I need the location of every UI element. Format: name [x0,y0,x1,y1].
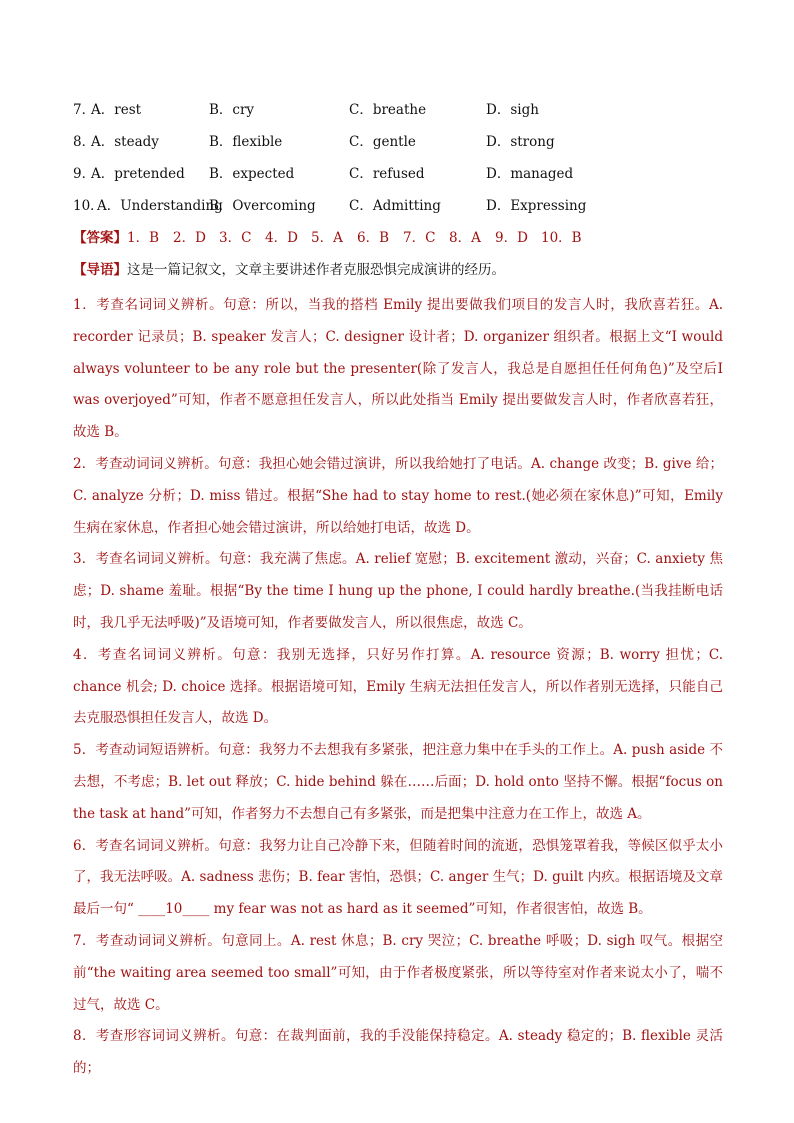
explanation-paragraph-6: 6．考查名词词义辨析。句意：我努力让自己冷静下来，但随着时间的流逝，恐惧笼罩着我，等候区似乎太小了，我无法呼吸。A. sadness 悲伤；B. fear 害怕，恐惧；C. anger 生气；D. guilt 内疚。根据语境及文章最后一句“ ____10____ my fear was not as hard as it seemed”可知，作者很害怕，故选 B。 [73,837,723,918]
answer-item: 9．D [495,230,528,246]
answer-item: 3．C [219,230,252,246]
option-d: D．strong [486,134,555,150]
option-b: B．cry [209,102,255,118]
answer-line [73,228,582,248]
question-number: 9． [73,166,96,182]
option-b: B．flexible [209,134,283,150]
answer-item: 10．B [541,230,582,246]
answer-item: 2．D [173,230,206,246]
option-a: A．rest [91,102,142,118]
option-d: D．managed [486,166,574,182]
option-c: C．breathe [349,102,427,118]
option-b: B．expected [209,166,295,182]
option-a: A．pretended [91,166,185,182]
explanation-paragraph-3: 3．考查名词词义辨析。句意：我充满了焦虑。A. relief 宽慰；B. excitement 激动，兴奋；C. anxiety 焦虑；D. shame 羞耻。根据“By the time I hung up the phone, I could hardly breathe.(当我挂断电话时，我几乎无法呼吸)”及语境可知，作者要做发言人，所以很焦虑，故选 C。 [73,551,723,631]
option-c: C．refused [349,166,425,182]
explanation-paragraph-8: 8．考查形容词词义辨析。句意：在裁判面前，我的手没能保持稳定。A. steady 稳定的；B. flexible 灵活的； [73,1028,723,1077]
option-a: A．Understanding [97,198,223,214]
answer-item: 7．C [403,230,436,246]
answer-item: 4．D [265,230,298,246]
option-b: B．Overcoming [209,198,316,214]
explanation-body [73,290,723,1085]
explanation-paragraph-5: 5．考查动词短语辨析。句意：我努力不去想我有多紧张，把注意力集中在手头的工作上。A. push aside 不去想，不考虑；B. let out 释放；C. hide behind 躲在……后面；D. hold onto 坚持不懈。根据“focus on the task at hand”可知，作者努力不去想自己有多紧张，而是把集中注意力在工作上，故选 A。 [73,742,723,822]
guide-line [73,260,505,280]
question-number: 8． [73,134,96,150]
option-d: D．sigh [486,102,539,118]
question-number: 10． [73,198,104,214]
answer-label: 【答案】 [73,230,127,246]
explanation-paragraph-2: 2．考查动词词义辨析。句意：我担心她会错过演讲，所以我给她打了电话。A. change 改变；B. give 给；C. analyze 分析；D. miss 错过。根据“She had to stay home to rest.(她必须在家休息)”可知，Emily 生病在家休息，作者担心她会错过演讲，所以给她打电话，故选 D。 [73,455,723,536]
option-a: A．steady [91,134,159,150]
option-c: C．gentle [349,134,416,150]
guide-text: 这是一篇记叙文，文章主要讲述作者克服恐惧完成演讲的经历。 [127,262,505,278]
option-c: C．Admitting [349,198,441,214]
explanation-paragraph-7: 7．考查动词词义辨析。句意同上。A. rest 休息；B. cry 哭泣；C. breathe 呼吸；D. sigh 叹气。根据空前“the waiting area seemed too small”可知，由于作者极度紧张，所以等待室对作者来说太小了，喘不过气，故选 C。 [73,932,723,1013]
answer-item: 8．A [449,230,481,246]
explanation-paragraph-1: 1．考查名词词义辨析。句意：所以，当我的搭档 Emily 提出要做我们项目的发言人时，我欣喜若狂。A. recorder 记录员；B. speaker 发言人；C. designer 设计者；D. organizer 组织者。根据上文“I would always volunteer to be any role but the presenter(除了发言人，我总是自愿担任任何角色)”及空后I was overjoyed”可知，作者不愿意担任发言人，所以此处指当 Emily 提出要做发言人时，作者欣喜若狂，故选 B。 [73,297,723,441]
explanation-paragraph-4: 4．考查名词词义辨析。句意：我别无选择，只好另作打算。A. resource 资源；B. worry 担忧；C. chance 机会; D. choice 选择。根据语境可知，Emily 生病无法担任发言人，所以作者别无选择，只能自己去克服恐惧担任发言人，故选 D。 [73,646,723,727]
answer-item: 1．B [127,230,160,246]
question-number: 7． [73,102,96,118]
option-d: D．Expressing [486,198,587,214]
guide-label: 【导语】 [73,262,127,278]
answer-item: 5．A [311,230,343,246]
answer-item: 6．B [357,230,390,246]
